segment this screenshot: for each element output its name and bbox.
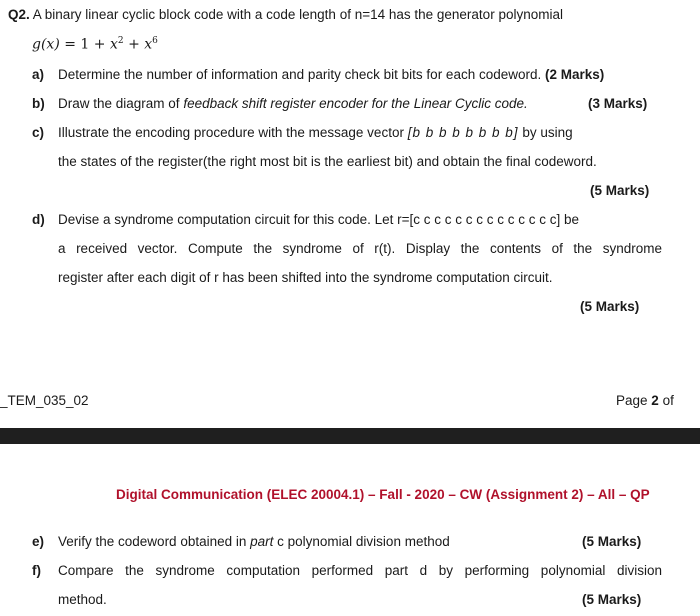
footer-page-number: Page 2 of [616,393,674,408]
question-number: Q2. [8,7,30,22]
part-f-line2: method. [58,592,107,607]
part-e-text: Verify the codeword obtained in part c polynomial division method [58,534,450,549]
part-d-line3: register after each digit of r has been shifted into the syndrome computation circuit. [58,270,553,285]
question-intro-line [8,7,563,22]
part-c-line2: the states of the register(the right most bit is the earliest bit) and obtain the final codeword. [58,154,597,169]
part-f-label: f) [32,563,41,578]
part-d-line2: a received vector. Compute the syndrome of r(t). Display the contents of the syndrome [58,241,662,256]
page-header: Digital Communication (ELEC 20004.1) – Fall - 2020 – CW (Assignment 2) – All – QP [116,487,650,502]
part-f-marks: (5 Marks) [582,592,642,607]
page-divider [0,428,700,444]
part-e-marks: (5 Marks) [582,534,642,549]
part-c-marks: (5 Marks) [590,183,650,198]
footer-doc-code: _TEM_035_02 [0,393,89,408]
part-f-line1: Compare the syndrome computation performed part d by performing polynomial division [58,563,662,578]
part-a-text: Determine the number of information and parity check bit bits for each codeword. (2 Marks) [58,67,605,82]
part-d-line1: Devise a syndrome computation circuit for this code. Let r=[c c c c c c c c c c c c c c] be [58,212,580,227]
part-c-label: c) [32,125,45,140]
part-d-label: d) [32,212,45,227]
part-e-label: e) [32,534,45,549]
part-b-label: b) [32,96,45,111]
part-b-text: Draw the diagram of feedback shift register encoder for the Linear Cyclic code. [58,96,528,111]
part-c-line1: Illustrate the encoding procedure with the message vector [b b b b b b b b] by using [58,125,573,140]
generator-polynomial: $g(x) = 1 + x^2 + x^6$ [32,36,158,53]
part-b-marks: (3 Marks) [588,96,648,111]
part-a-marks: (2 Marks) [545,67,605,82]
part-d-marks: (5 Marks) [580,299,640,314]
part-a-label: a) [32,67,45,82]
message-vector: [b b b b b b b b] [407,125,519,140]
question-intro: A binary linear cyclic block code with a code length of n=14 has the generator polynomial [32,7,563,22]
